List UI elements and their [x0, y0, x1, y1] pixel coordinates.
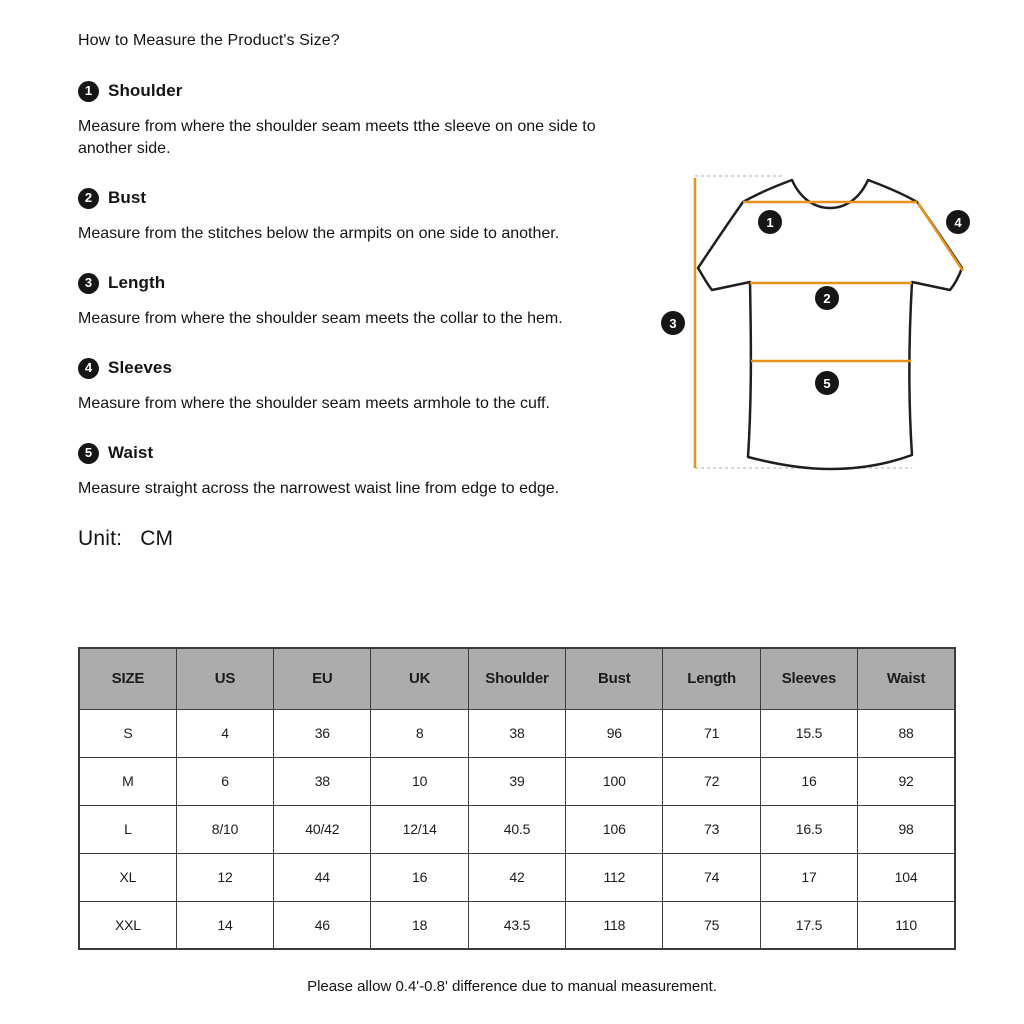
size-table-head: [79, 648, 955, 709]
table-header-cell: Sleeves: [760, 648, 857, 709]
table-header-cell: Waist: [858, 648, 955, 709]
table-header-cell: Length: [663, 648, 760, 709]
table-cell: 12: [176, 853, 273, 901]
diagram-marker-shoulder: 1: [758, 210, 782, 234]
table-header-cell: Shoulder: [468, 648, 565, 709]
section-title: Waist: [108, 443, 154, 462]
instructions-column: [78, 31, 605, 551]
table-cell: 92: [858, 757, 955, 805]
measurement-disclaimer: Please allow 0.4'-0.8' difference due to manual measurement.: [307, 978, 717, 995]
section-sleeves: [78, 357, 605, 415]
table-cell: 8: [371, 709, 468, 757]
table-cell: 40/42: [274, 805, 371, 853]
number-badge-3: 3: [78, 273, 99, 294]
table-row: [79, 853, 955, 901]
number-badge-1: 1: [78, 81, 99, 102]
section-description: Measure straight across the narrowest waist line from edge to edge.: [78, 480, 560, 497]
table-cell: 4: [176, 709, 273, 757]
size-table-container: [78, 647, 956, 950]
table-cell: 6: [176, 757, 273, 805]
table-cell: M: [79, 757, 176, 805]
table-header-cell: SIZE: [79, 648, 176, 709]
section-title: Shoulder: [108, 81, 183, 100]
table-cell: XL: [79, 853, 176, 901]
table-cell: 16.5: [760, 805, 857, 853]
section-shoulder: [78, 80, 605, 160]
table-cell: 104: [858, 853, 955, 901]
diagram-marker-length: 3: [661, 311, 685, 335]
table-cell: 44: [274, 853, 371, 901]
table-cell: 17.5: [760, 901, 857, 949]
table-cell: 106: [566, 805, 663, 853]
table-row: [79, 757, 955, 805]
table-cell: 73: [663, 805, 760, 853]
page-title: How to Measure the Product's Size?: [78, 32, 340, 49]
table-cell: 17: [760, 853, 857, 901]
table-cell: 10: [371, 757, 468, 805]
table-cell: S: [79, 709, 176, 757]
section-shoulder-heading: [78, 80, 605, 102]
section-description: Measure from the stitches below the armpits on one side to another.: [78, 225, 560, 242]
table-cell: 98: [858, 805, 955, 853]
table-cell: 39: [468, 757, 565, 805]
table-row: [79, 709, 955, 757]
table-cell: 110: [858, 901, 955, 949]
unit-label: Unit:: [78, 527, 123, 550]
size-table: [78, 647, 956, 950]
section-description: Measure from where the shoulder seam meets the collar to the hem.: [78, 310, 563, 327]
tshirt-outline: [698, 180, 962, 469]
table-cell: 112: [566, 853, 663, 901]
section-bust-heading: [78, 187, 605, 209]
table-cell: L: [79, 805, 176, 853]
table-cell: 74: [663, 853, 760, 901]
table-cell: 71: [663, 709, 760, 757]
table-cell: 72: [663, 757, 760, 805]
table-header-cell: Bust: [566, 648, 663, 709]
table-row: [79, 805, 955, 853]
section-length: [78, 272, 605, 330]
table-cell: 46: [274, 901, 371, 949]
section-title: Sleeves: [108, 358, 173, 377]
number-badge-2: 2: [78, 188, 99, 209]
table-cell: 96: [566, 709, 663, 757]
table-cell: 18: [371, 901, 468, 949]
table-cell: 75: [663, 901, 760, 949]
table-cell: 14: [176, 901, 273, 949]
table-header-cell: US: [176, 648, 273, 709]
number-badge-5: 5: [78, 443, 99, 464]
diagram-marker-sleeves: 4: [946, 210, 970, 234]
section-title: Length: [108, 273, 166, 292]
section-sleeves-heading: [78, 357, 605, 379]
table-cell: 118: [566, 901, 663, 949]
table-cell: 16: [760, 757, 857, 805]
section-waist-heading: [78, 442, 605, 464]
size-table-body: [79, 709, 955, 949]
table-row: [79, 901, 955, 949]
table-cell: 36: [274, 709, 371, 757]
tshirt-measurement-diagram: [650, 155, 1020, 485]
diagram-marker-waist: 5: [815, 371, 839, 395]
table-cell: 16: [371, 853, 468, 901]
unit-value: CM: [140, 527, 174, 550]
table-cell: 8/10: [176, 805, 273, 853]
table-cell: 38: [274, 757, 371, 805]
table-cell: 42: [468, 853, 565, 901]
header-row: [79, 648, 955, 709]
table-cell: 38: [468, 709, 565, 757]
section-bust: [78, 187, 605, 245]
section-title: Bust: [108, 188, 147, 207]
table-cell: XXL: [79, 901, 176, 949]
diagram-marker-bust: 2: [815, 286, 839, 310]
section-description: Measure from where the shoulder seam meets armhole to the cuff.: [78, 395, 550, 412]
section-waist: [78, 442, 605, 500]
table-cell: 15.5: [760, 709, 857, 757]
table-header-cell: UK: [371, 648, 468, 709]
table-cell: 40.5: [468, 805, 565, 853]
section-description: Measure from where the shoulder seam meets tthe sleeve on one side to another side.: [78, 118, 596, 157]
table-cell: 100: [566, 757, 663, 805]
table-header-cell: EU: [274, 648, 371, 709]
tshirt-outline-svg: [650, 155, 1020, 485]
number-badge-4: 4: [78, 358, 99, 379]
table-cell: 43.5: [468, 901, 565, 949]
table-cell: 88: [858, 709, 955, 757]
section-length-heading: [78, 272, 605, 294]
table-cell: 12/14: [371, 805, 468, 853]
unit-row: [78, 527, 605, 551]
